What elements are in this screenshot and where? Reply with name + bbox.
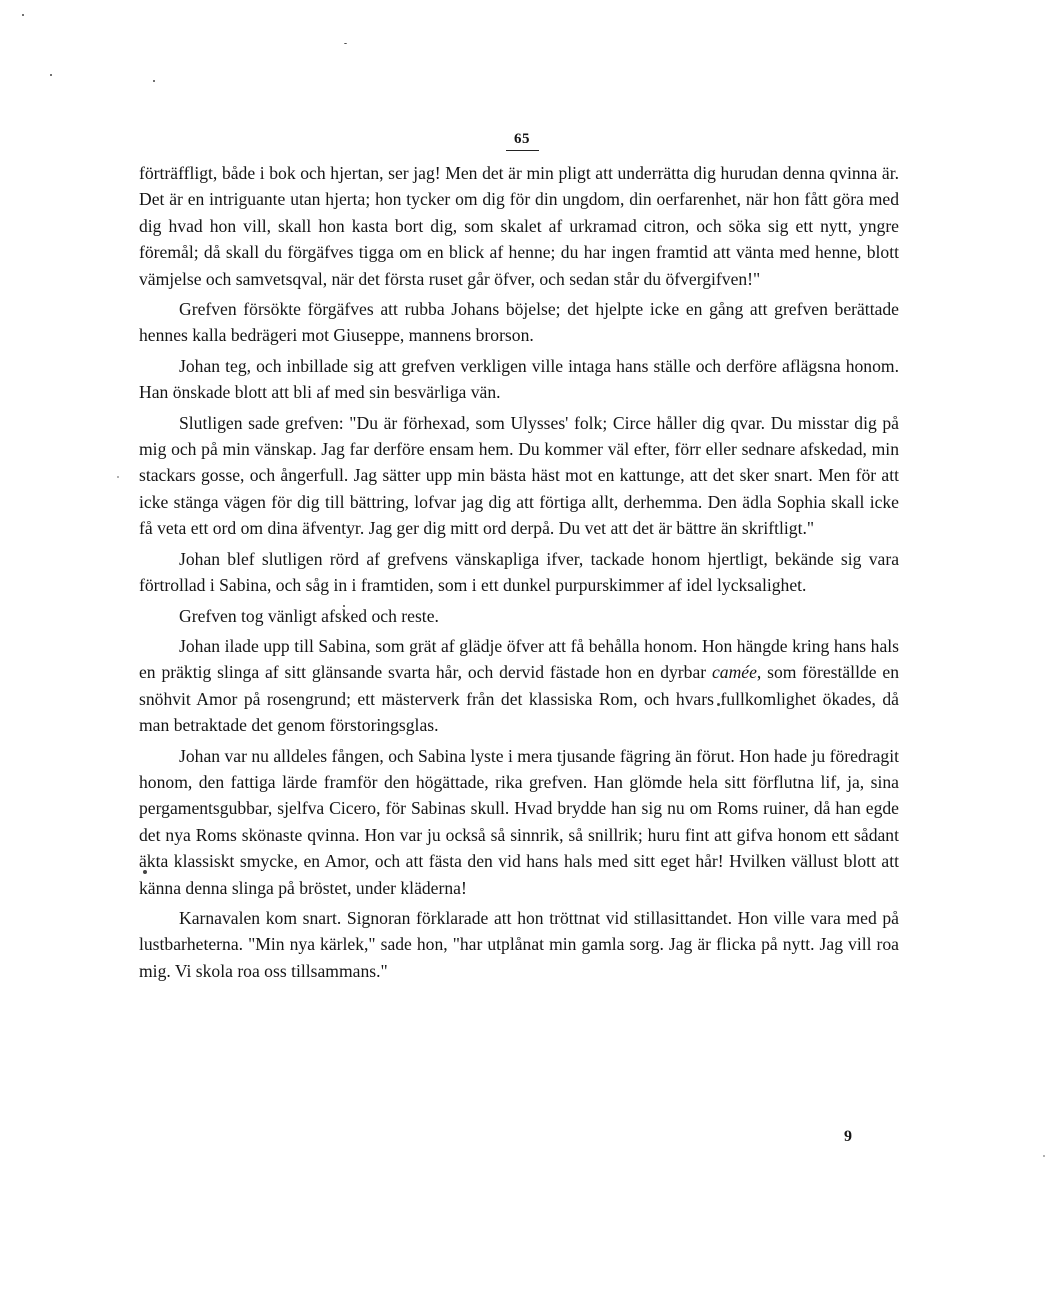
paper-speck — [1043, 1155, 1045, 1157]
paragraph: Slutligen sade grefven: "Du är förhexad, som Ulysses' folk; Circe håller dig qvar. Du misstar dig på mig och på min vänskap. Jag far derföre ensam hem. Du kommer väl efter, förr eller sednare afskedad, min stackars gosse, och ångerfull. Jag sätter upp min bästa häst mot en kattunge, att det sker snart. Men för att icke stänga vägen för dig till bättring, lofvar jag dig att förtiga allt, derhemma. Den ädla Sophia skall icke få veta ett ord om dina äfventyr. Jag ger dig mitt ord derpå. Du vet att det är bättre än skriftligt." — [139, 412, 899, 539]
page-number: 65 — [514, 131, 530, 147]
paragraph: Johan blef slutligen rörd af grefvens vänskapliga ifver, tackade honom hjertligt, bekände sig vara förtrollad i Sabina, och såg in i framtiden, som i ett dunkel purpurskimmer af idel lycksalighet. — [139, 548, 899, 596]
paper-speck — [153, 80, 155, 82]
paragraph: Johan var nu alldeles fången, och Sabina lyste i mera tjusande fägring än förut. Hon hade ju föredragit honom, den fattiga lärde framför den högättade, rika grefven. Han glömde hela sitt förflutna lif, ja, sina pergamentsgubbar, sjelfva Cicero, för Sabinas skull. Hvad brydde han sig nu om Roms ruiner, då han egde det nya Roms skönaste qvinna. Hon var ju också så sinnrik, så snillrik; huru fint att gifva honom ett sådant äkta klassiskt smycke, en Amor, och att fästa den vid hans hals med sitt eget hår! Hvilken vällust blott att känna denna slinga på bröstet, under kläderna! — [139, 745, 899, 898]
paragraph-continued-quote: förträffligt, både i bok och hjertan, ser jag! Men det är min pligt att underrätta dig hurudan denna qvinna är. Det är en intriguante utan hjerta; hon tycker om dig för din ungdom, din oerfarenhet, när hon fått göra med dig hvad hon vill, skall hon kasta bort dig, som skalet af urkramad citron, och söka sig ett nytt, yngre föremål; då skall du förgäfves tigga om en blick af henne; du har ingen framtid att vänta med henne, blott vämjelse och samvetsqval, när det första ruset går öfver, och sedan står du öfvergifven!" — [139, 163, 899, 289]
paragraph: Grefven tog vänligt afsked och reste. — [179, 605, 439, 626]
body-text — [139, 160, 899, 984]
paragraph: Johan ilade upp till Sabina, som grät af glädje öfver att få behålla honom. Hon hängde kring hans hals en präktig slinga af sitt glänsande svarta hår, och dervid fästade hon en dyrbar camée, som föreställde en snöhvit Amor på rosengrund; ett mästerverk från det klassiska Rom, och hvars fullkomlighet ökades, då man betraktade det genom förstoringsglas. — [139, 635, 899, 736]
paper-speck — [22, 14, 24, 16]
paragraph: Karnavalen kom snart. Signoran förklarade att hon tröttnat vid stillasittandet. Hon ville vara med på lustbarheterna. "Min nya kärlek," sade hon, "har utplånat min gamla sorg. Jag är flicka på nytt. Jag vill roa mig. Vi skola roa oss tillsammans." — [139, 907, 899, 981]
paragraph: Grefven försökte förgäfves att rubba Johans böjelse; det hjelpte icke en gång att grefven berättade hennes kalla bedrägeri mot Giuseppe, mannens brorson. — [139, 299, 899, 346]
paper-speck — [344, 43, 347, 44]
italic-word: camée — [711, 662, 757, 683]
printer-signature-mark: 9 — [844, 1128, 852, 1145]
paper-speck — [50, 74, 52, 76]
paper-speck — [117, 476, 119, 478]
page-number-underline — [506, 150, 539, 151]
paragraph: Johan teg, och inbillade sig att grefven verkligen ville intaga hans ställe och derföre aflägsna honom. Han önskade blott att bli af med sin besvärliga vän. — [139, 355, 899, 403]
